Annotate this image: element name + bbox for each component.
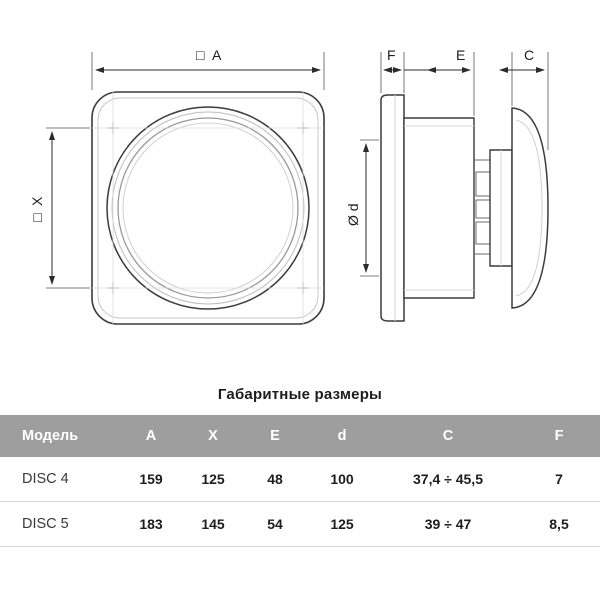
cell-e: 54 (244, 502, 306, 547)
cell-f: 7 (518, 457, 600, 502)
dimension-d-label: Ø d (345, 203, 361, 226)
side-front-plate (381, 95, 404, 321)
table-title: Габаритные размеры (217, 386, 383, 403)
header-model: Модель (0, 415, 120, 457)
side-rear-cap (512, 108, 548, 308)
header-c: C (378, 415, 518, 457)
dimension-a-symbol: □ (196, 47, 205, 63)
side-body-shell (404, 118, 474, 298)
cell-model: DISC 5 (0, 502, 120, 547)
cell-c: 37,4 ÷ 45,5 (378, 457, 518, 502)
table-row (0, 457, 600, 502)
side-view-group (345, 47, 548, 321)
dimension-x-label: X (29, 196, 45, 206)
header-e: E (244, 415, 306, 457)
header-a: A (120, 415, 182, 457)
header-d: d (306, 415, 378, 457)
table-row (0, 502, 600, 547)
table-header-row (0, 415, 600, 457)
dimension-c-label: C (524, 47, 535, 63)
dimensions-section (0, 386, 600, 547)
dimensions-table (0, 415, 600, 547)
disc-ring-3 (123, 123, 293, 293)
cell-d: 125 (306, 502, 378, 547)
dimension-x-symbol: □ (29, 213, 45, 222)
cell-x: 125 (182, 457, 244, 502)
cell-a: 159 (120, 457, 182, 502)
dimension-f-label: F (387, 47, 396, 63)
dimension-e-label: E (456, 47, 466, 63)
front-view-group (29, 47, 324, 324)
cell-f: 8,5 (518, 502, 600, 547)
cell-c: 39 ÷ 47 (378, 502, 518, 547)
dimension-a-label: A (212, 47, 222, 63)
header-f: F (518, 415, 600, 457)
cell-e: 48 (244, 457, 306, 502)
cell-model: DISC 4 (0, 457, 120, 502)
cell-d: 100 (306, 457, 378, 502)
side-motor-detail (474, 160, 490, 254)
header-x: X (182, 415, 244, 457)
cell-x: 145 (182, 502, 244, 547)
cell-a: 183 (120, 502, 182, 547)
